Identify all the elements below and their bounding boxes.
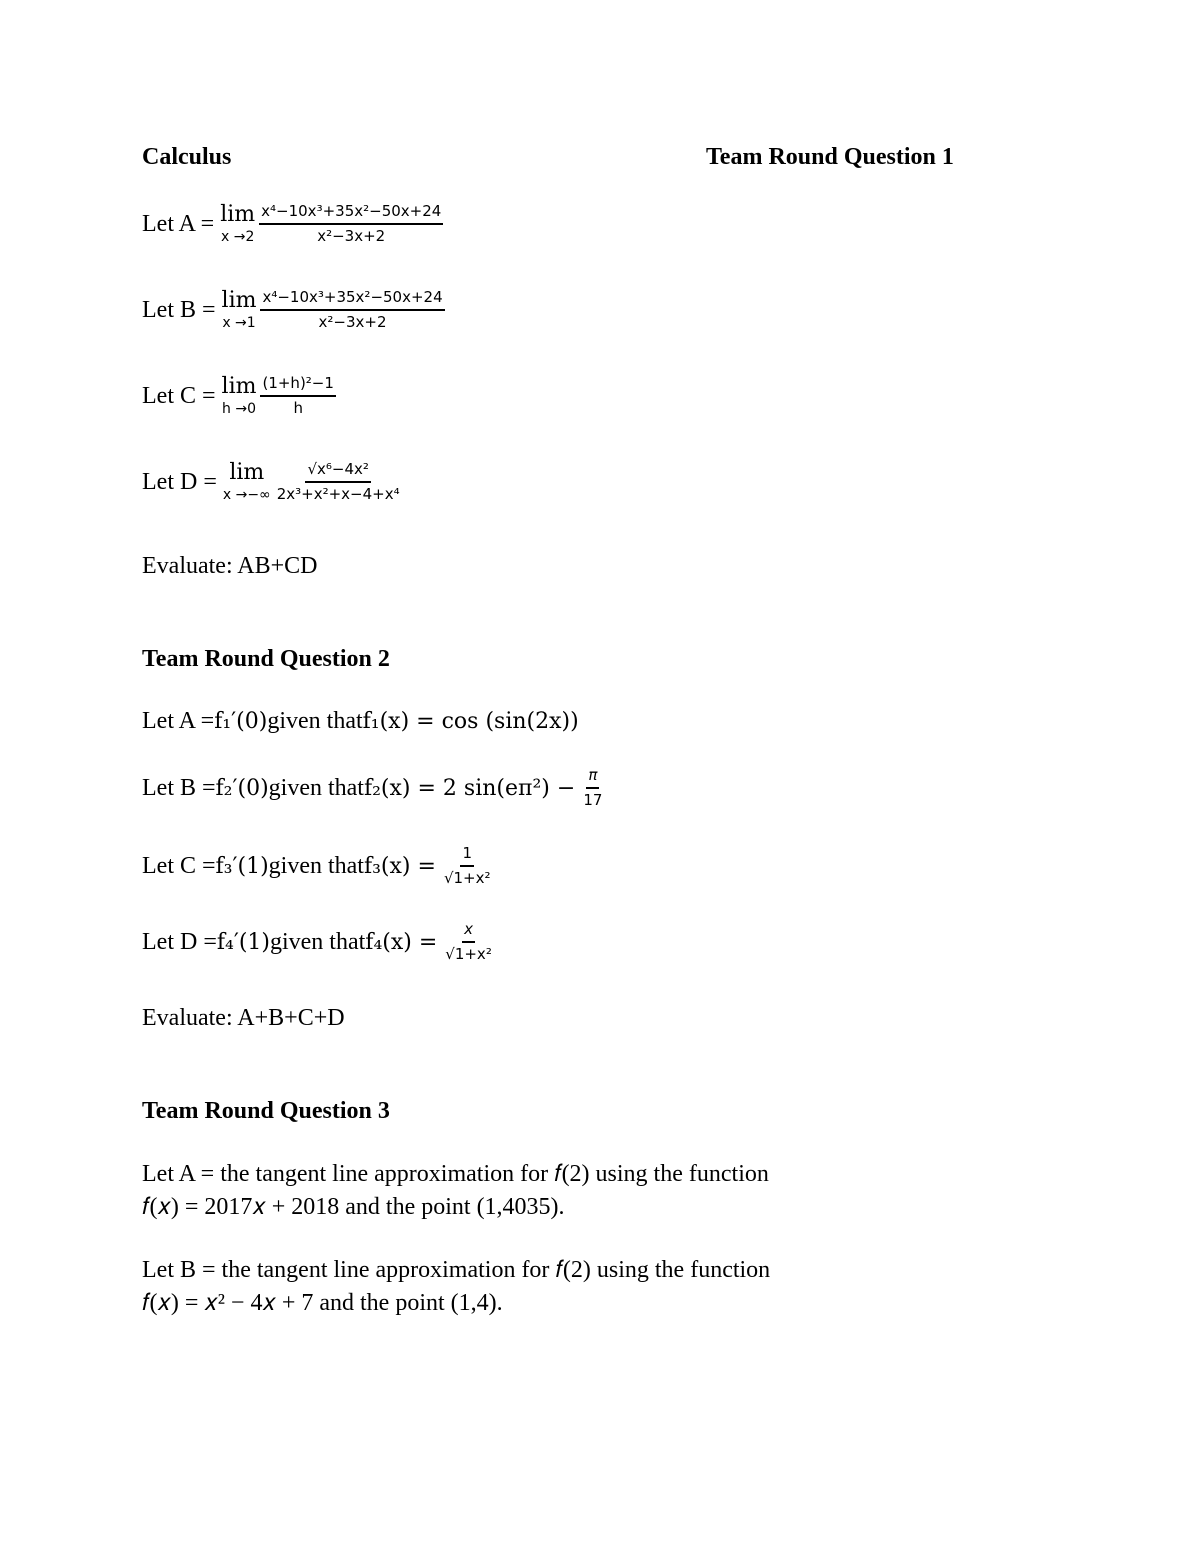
q1-c-prefix: Let C = — [142, 382, 216, 409]
q2-c-denominator: √1+x² — [443, 869, 491, 887]
q2-b-denominator: 17 — [583, 791, 603, 809]
q2-d-derivative: f₄′(1) — [216, 929, 270, 955]
q1-item-b — [142, 290, 445, 330]
q2-evaluate: Evaluate: A+B+C+D — [142, 1005, 345, 1031]
q1-b-prefix: Let B = — [142, 296, 216, 323]
q2-title: Team Round Question 2 — [142, 646, 390, 672]
q2-c-function: f₃(x) = — [363, 853, 436, 879]
q2-d-given: given that — [269, 928, 366, 955]
q3-b-line1: Let B = the tangent line approximation for 𝑓(2) using the function — [142, 1257, 771, 1283]
q1-b-numerator: x⁴−10x³+35x²−50x+24 — [260, 290, 444, 311]
q1-c-numerator: (1+h)²−1 — [260, 376, 335, 397]
q3-title: Team Round Question 3 — [142, 1098, 390, 1124]
q1-item-a — [142, 204, 443, 244]
q2-b-function: f₂(x) = 2 sin(eπ²) − — [363, 775, 576, 801]
q1-b-denominator: x²−3x+2 — [318, 313, 387, 331]
q1-a-fraction — [259, 204, 443, 244]
q2-b-prefix: Let B = — [142, 774, 216, 801]
q2-a-given: given that — [267, 708, 363, 734]
q1-c-limit: lim h →0 — [221, 374, 257, 417]
q1-b-fraction — [260, 290, 444, 330]
q2-b-fraction — [581, 768, 604, 808]
q1-b-limit: lim x →1 — [221, 288, 257, 331]
q2-item-a — [142, 708, 579, 735]
q2-d-numerator: x — [462, 922, 475, 943]
q2-c-prefix: Let C = — [142, 852, 216, 879]
q2-d-denominator: √1+x² — [445, 945, 492, 963]
q2-c-given: given that — [268, 852, 364, 879]
q1-d-prefix: Let D = — [142, 468, 217, 495]
q1-d-numerator: √x⁶−4x² — [305, 462, 370, 483]
q2-c-derivative: f₃′(1) — [215, 853, 269, 879]
q2-item-c — [142, 846, 493, 886]
q2-item-b — [142, 768, 604, 808]
q2-d-prefix: Let D = — [142, 928, 217, 955]
q1-item-d — [142, 462, 402, 502]
q1-evaluate: Evaluate: AB+CD — [142, 553, 318, 579]
q2-item-d — [142, 922, 494, 962]
q3-a-line1: Let A = the tangent line approximation for 𝑓(2) using the function — [142, 1161, 769, 1187]
q2-a-function: f₁(x) = cos (sin(2x)) — [362, 709, 579, 734]
q3-a-line2: 𝑓(𝑥) = 2017𝑥 + 2018 and the point (1,4035). — [142, 1194, 565, 1220]
q2-c-fraction — [442, 846, 493, 886]
q1-title: Team Round Question 1 — [706, 144, 954, 170]
q1-a-denominator: x²−3x+2 — [317, 227, 386, 245]
q2-d-function: f₄(x) = — [365, 929, 438, 955]
q1-a-numerator: x⁴−10x³+35x²−50x+24 — [259, 204, 443, 225]
q1-c-denominator: h — [293, 399, 303, 417]
q2-a-prefix: Let A = — [142, 708, 215, 734]
subject-heading: Calculus — [142, 144, 232, 170]
q2-d-fraction — [443, 922, 494, 962]
q3-b-line2: 𝑓(𝑥) = 𝑥² − 4𝑥 + 7 and the point (1,4). — [142, 1290, 503, 1316]
q1-a-prefix: Let A = — [142, 210, 215, 237]
q1-d-fraction — [275, 462, 402, 502]
q1-item-c — [142, 376, 336, 416]
q2-b-given: given that — [268, 774, 364, 801]
q2-a-derivative: f₁′(0) — [214, 709, 268, 734]
q1-c-fraction — [260, 376, 335, 416]
q1-a-limit: lim x →2 — [220, 202, 256, 245]
q2-c-numerator: 1 — [460, 846, 474, 867]
q1-d-denominator: 2x³+x²+x−4+x⁴ — [276, 485, 400, 503]
q2-b-derivative: f₂′(0) — [215, 775, 269, 801]
q2-b-numerator: π — [586, 768, 599, 789]
q1-d-limit: lim x →−∞ — [222, 460, 271, 503]
